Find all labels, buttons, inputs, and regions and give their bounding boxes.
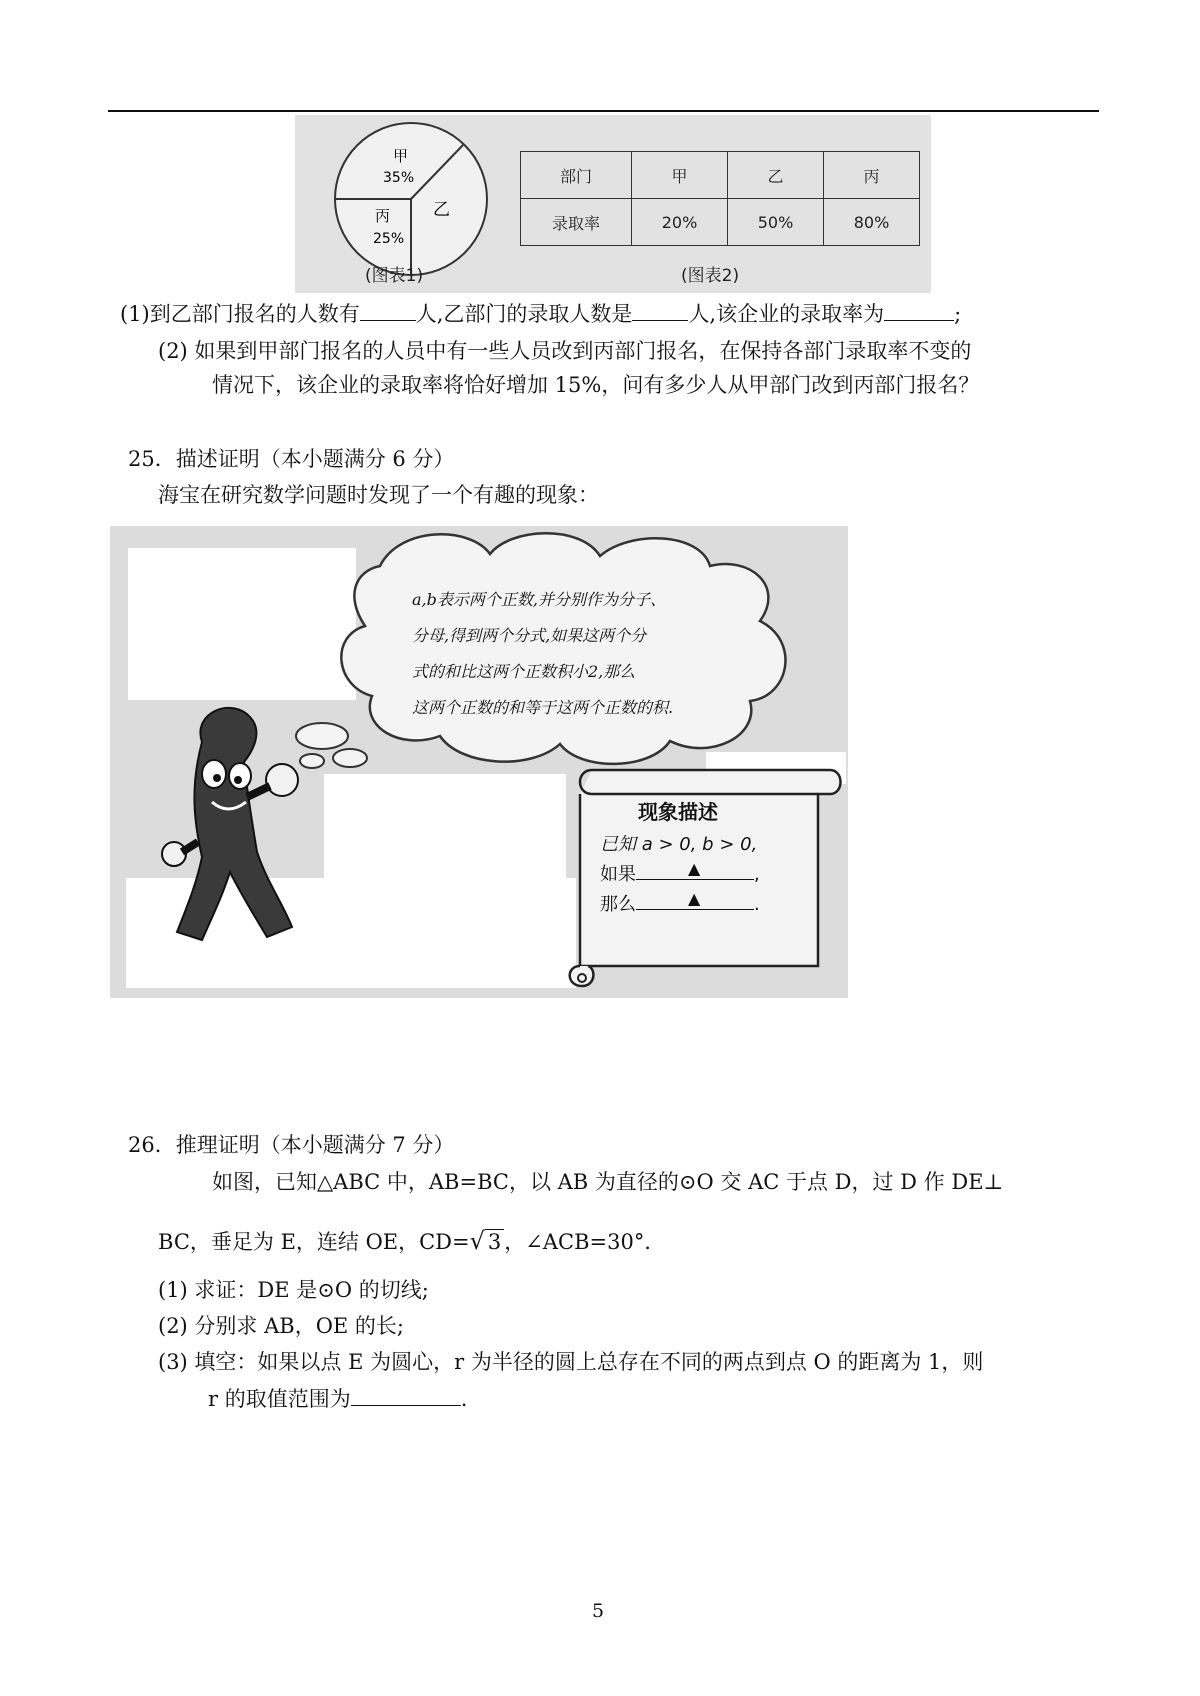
scroll-period: . <box>754 894 760 915</box>
table-cell: 丙 <box>824 152 920 199</box>
q24-p1-text-a: (1)到乙部门报名的人数有 <box>120 302 360 326</box>
table-cell: 80% <box>824 199 920 246</box>
scroll-then-label: 那么 <box>600 894 636 915</box>
answer-blank[interactable] <box>636 891 754 910</box>
triangle-icon: ▲ <box>688 859 701 878</box>
figure-haibao <box>110 526 848 998</box>
pie-label-jia: 甲 <box>393 147 409 165</box>
answer-blank[interactable] <box>351 1383 461 1406</box>
cloud-line: 式的和比这两个正数积小2,那么 <box>412 662 636 681</box>
answer-blank[interactable] <box>632 298 688 321</box>
sqrt-icon: √ <box>469 1227 485 1255</box>
q26-title: 26．推理证明（本小题满分 7 分） <box>128 1133 455 1157</box>
q26-sub2: (2) 分别求 AB，OE 的长; <box>158 1314 404 1338</box>
caption-chart1: (图表1) <box>365 266 424 286</box>
figure-charts <box>295 115 931 293</box>
scroll-title: 现象描述 <box>638 800 718 824</box>
sqrt-radicand: 3 <box>485 1229 504 1254</box>
table-cell: 20% <box>632 199 728 246</box>
answer-blank[interactable] <box>360 298 416 321</box>
pie-label-yi: 乙 <box>433 200 450 220</box>
q24-p1-end: ; <box>954 302 962 326</box>
caption-chart2: (图表2) <box>681 266 740 286</box>
q26-sub1: (1) 求证：DE 是⊙O 的切线; <box>158 1278 429 1302</box>
haibao-mascot-icon <box>132 702 342 952</box>
cloud-line: a,b表示两个正数,并分别作为分子、 <box>412 590 666 609</box>
q26-s3-text: r 的取值范围为 <box>208 1387 351 1411</box>
table-row <box>521 152 920 199</box>
table-cell: 50% <box>728 199 824 246</box>
scroll-if-label: 如果 <box>600 864 636 885</box>
table-row <box>521 199 920 246</box>
q24-part2-line2: 情况下，该企业的录取率将恰好增加 15%，问有多少人从甲部门改到丙部门报名？ <box>212 373 980 397</box>
table-cell: 甲 <box>632 152 728 199</box>
q25-intro: 海宝在研究数学问题时发现了一个有趣的现象： <box>158 483 599 507</box>
q26-line1: 如图，已知△ABC 中，AB=BC，以 AB 为直径的⊙O 交 AC 于点 D，过 D 作 DE⊥ <box>212 1170 1004 1194</box>
cloud-line: 这两个正数的和等于这两个正数的积. <box>412 698 674 717</box>
triangle-icon: ▲ <box>688 889 701 908</box>
scroll-given: 已知 a > 0, b > 0, <box>600 834 758 855</box>
q24-part1 <box>120 298 961 329</box>
header-rule <box>108 110 1099 112</box>
pie-label-bing: 丙 <box>375 207 391 225</box>
q24-p1-text-c: 人,该企业的录取率为 <box>688 302 885 326</box>
q26-s3-end: . <box>460 1387 468 1411</box>
table-cell: 乙 <box>728 152 824 199</box>
scroll-if-row <box>600 860 760 886</box>
q26-line2 <box>158 1226 665 1257</box>
q25-title: 25．描述证明（本小题满分 6 分） <box>128 447 455 471</box>
cloud-line: 分母,得到两个分式,如果这两个分 <box>412 626 647 645</box>
scroll-then-row <box>600 890 760 916</box>
scroll-comma: , <box>754 864 760 885</box>
q26-sub3-line1: (3) 填空：如果以点 E 为圆心，r 为半径的圆上总存在不同的两点到点 O 的距离为 1，则 <box>158 1350 984 1374</box>
admission-rate-table <box>520 151 920 246</box>
q26-line2-text-b: ，∠ACB=30°． <box>504 1230 666 1254</box>
page-number: 5 <box>592 1600 605 1622</box>
table-cell: 部门 <box>521 152 632 199</box>
q26-line2-text-a: BC，垂足为 E，连结 OE，CD= <box>158 1230 470 1254</box>
pie-pct-jia: 35% <box>383 170 415 186</box>
q26-sub3-line2 <box>208 1383 467 1414</box>
answer-blank[interactable] <box>884 298 954 321</box>
q24-p1-text-b: 人,乙部门的录取人数是 <box>415 302 633 326</box>
table-cell: 录取率 <box>521 199 632 246</box>
answer-blank[interactable] <box>636 861 754 880</box>
pie-pct-bing: 25% <box>373 231 405 247</box>
q24-part2-line1: (2) 如果到甲部门报名的人员中有一些人员改到丙部门报名，在保持各部门录取率不变的 <box>158 339 972 363</box>
